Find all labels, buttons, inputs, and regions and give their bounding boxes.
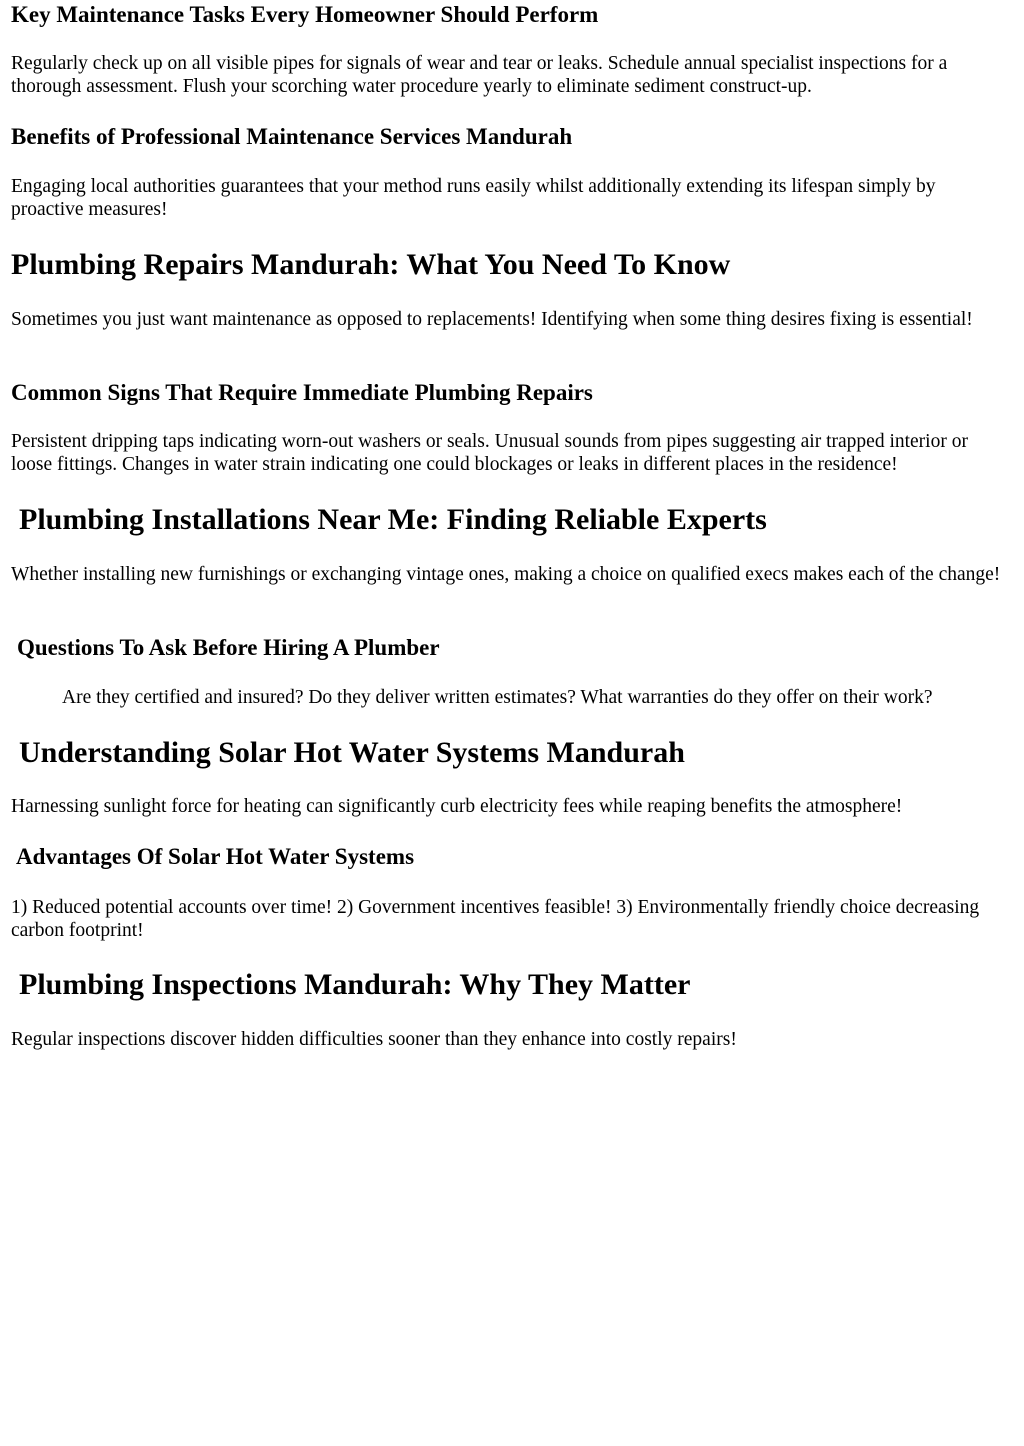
heading-plumbing-inspections: Plumbing Inspections Mandurah: Why They Matter bbox=[19, 968, 691, 1001]
heading-advantages-solar: Advantages Of Solar Hot Water Systems bbox=[16, 844, 415, 869]
heading-common-signs-repairs: Common Signs That Require Immediate Plumbing Repairs bbox=[11, 380, 593, 405]
heading-benefits-professional-maintenance: Benefits of Professional Maintenance Services Mandurah bbox=[11, 124, 573, 149]
paragraph-common-signs: Persistent dripping taps indicating worn-out washers or seals. Unusual sounds from pipes suggesting air trapped interior or loose fittings. Changes in water strain indicating one could blockages or leaks in different places in the residence! bbox=[11, 431, 968, 475]
heading-plumbing-installations: Plumbing Installations Near Me: Finding Reliable Experts bbox=[19, 503, 767, 536]
heading-solar-hot-water: Understanding Solar Hot Water Systems Mandurah bbox=[19, 736, 685, 769]
paragraph-benefits-maintenance: Engaging local authorities guarantees that your method runs easily whilst additionally extending its lifespan simply by proactive measures! bbox=[11, 176, 936, 220]
paragraph-questions-hiring: Are they certified and insured? Do they deliver written estimates? What warranties do they offer on their work? bbox=[62, 687, 933, 708]
paragraph-advantages-solar: 1) Reduced potential accounts over time! 2) Government incentives feasible! 3) Environmentally friendly choice decreasing carbon footprint! bbox=[11, 897, 980, 941]
paragraph-plumbing-repairs: Sometimes you just want maintenance as opposed to replacements! Identifying when some thing desires fixing is essential! bbox=[11, 309, 973, 330]
paragraph-plumbing-installations: Whether installing new furnishings or exchanging vintage ones, making a choice on qualified execs makes each of the change! bbox=[11, 564, 1001, 585]
paragraph-plumbing-inspections: Regular inspections discover hidden difficulties sooner than they enhance into costly repairs! bbox=[11, 1029, 737, 1050]
heading-plumbing-repairs: Plumbing Repairs Mandurah: What You Need To Know bbox=[11, 248, 731, 281]
paragraph-solar-hot-water: Harnessing sunlight force for heating can significantly curb electricity fees while reaping benefits the atmosphere! bbox=[11, 796, 903, 817]
heading-key-maintenance-tasks: Key Maintenance Tasks Every Homeowner Should Perform bbox=[11, 2, 599, 27]
paragraph-maintenance-tasks: Regularly check up on all visible pipes for signals of wear and tear or leaks. Schedule annual specialist inspections for a thorough assessment. Flush your scorching water procedure yearly to eliminate sediment construct-up. bbox=[11, 53, 948, 97]
heading-questions-hiring-plumber: Questions To Ask Before Hiring A Plumber bbox=[17, 635, 440, 660]
